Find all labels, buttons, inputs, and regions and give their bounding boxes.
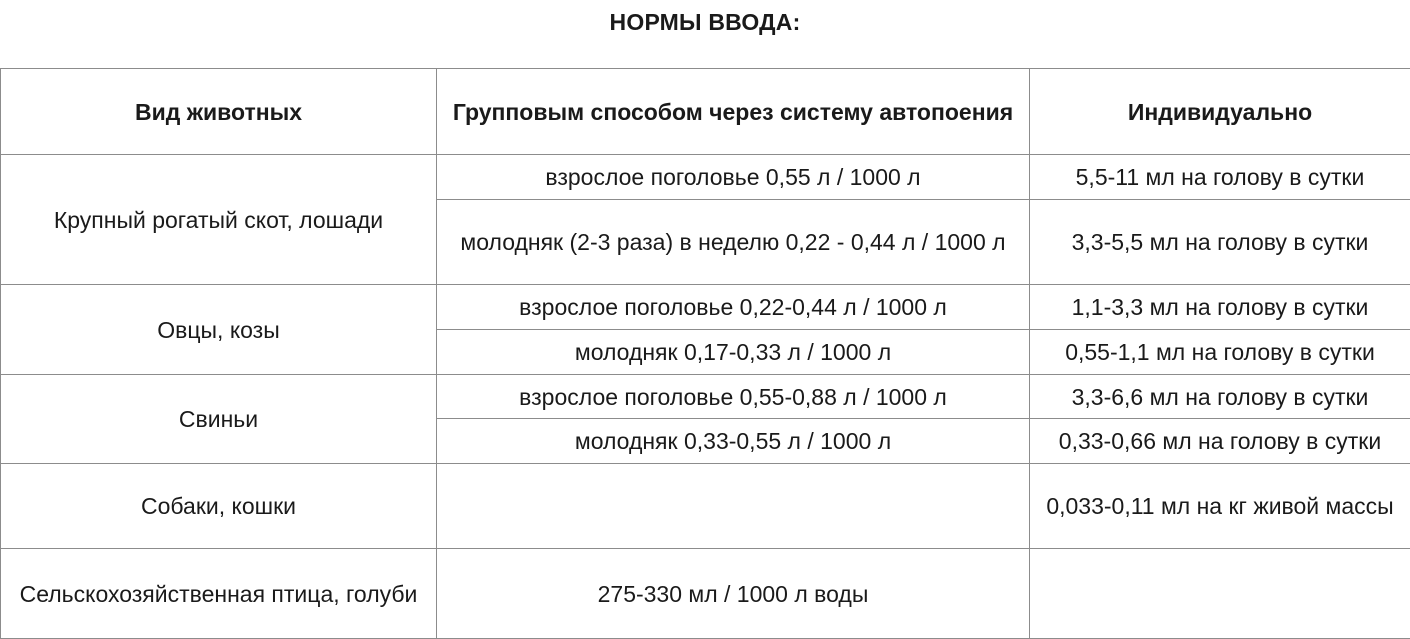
table-row [1,285,1410,330]
group-dose-cell: 275-330 мл / 1000 л воды [437,549,1030,639]
individual-dose-cell: 5,5-11 мл на голову в сутки [1030,155,1410,200]
animal-cell: Сельскохозяйственная птица, голуби [1,549,437,639]
individual-dose-cell: 1,1-3,3 мл на голову в сутки [1030,285,1410,330]
header-group-method: Групповым способом через систему автопоения [437,69,1030,155]
table-row [1,464,1410,549]
header-row [1,69,1410,155]
group-dose-cell: взрослое поголовье 0,55-0,88 л / 1000 л [437,375,1030,419]
header-animal-type: Вид животных [1,69,437,155]
page-title: НОРМЫ ВВОДА: [0,0,1410,44]
individual-dose-cell: 0,33-0,66 мл на голову в сутки [1030,419,1410,464]
table-row [1,155,1410,200]
dosage-table [0,68,1410,639]
animal-cell: Свиньи [1,375,437,464]
group-dose-cell: взрослое поголовье 0,22-0,44 л / 1000 л [437,285,1030,330]
group-dose-cell: взрослое поголовье 0,55 л / 1000 л [437,155,1030,200]
animal-cell: Овцы, козы [1,285,437,375]
table-header [1,69,1410,155]
group-dose-cell: молодняк (2-3 раза) в неделю 0,22 - 0,44 л / 1000 л [437,200,1030,285]
individual-dose-cell: 0,033-0,11 мл на кг живой массы [1030,464,1410,549]
animal-cell: Собаки, кошки [1,464,437,549]
header-individual: Индивидуально [1030,69,1410,155]
group-dose-cell: молодняк 0,17-0,33 л / 1000 л [437,330,1030,375]
individual-dose-cell: 3,3-5,5 мл на голову в сутки [1030,200,1410,285]
group-dose-cell: молодняк 0,33-0,55 л / 1000 л [437,419,1030,464]
individual-dose-cell: 3,3-6,6 мл на голову в сутки [1030,375,1410,419]
group-dose-cell [437,464,1030,549]
table-row [1,549,1410,639]
table-body [1,155,1410,639]
table-row [1,375,1410,419]
animal-cell: Крупный рогатый скот, лошади [1,155,437,285]
individual-dose-cell: 0,55-1,1 мл на голову в сутки [1030,330,1410,375]
individual-dose-cell [1030,549,1410,639]
